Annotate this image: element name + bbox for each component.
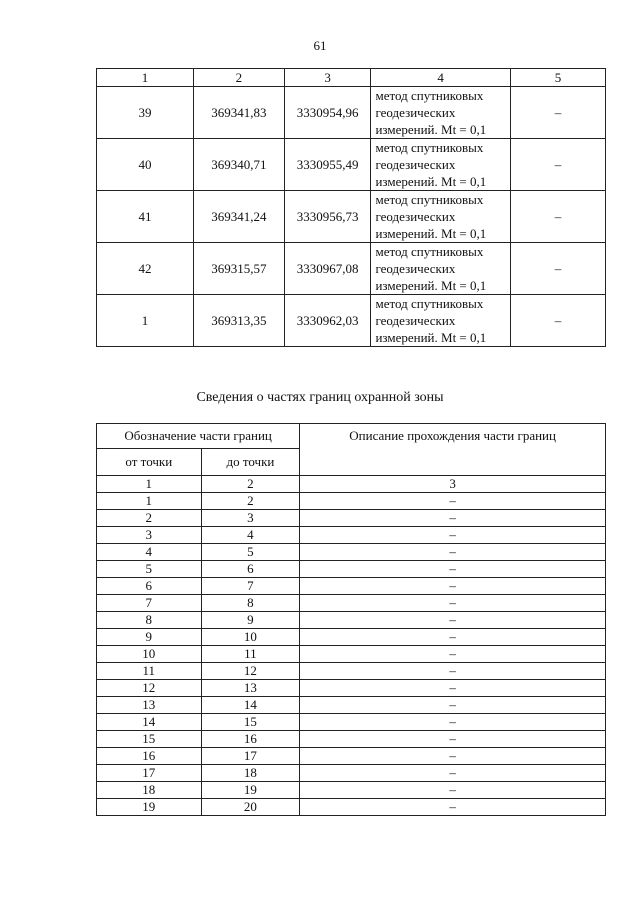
coordinates-row bbox=[97, 295, 606, 347]
point-number-cell: 41 bbox=[97, 191, 194, 243]
from-point-cell: 6 bbox=[97, 578, 202, 595]
description-cell: – bbox=[300, 680, 606, 697]
from-point-cell: 7 bbox=[97, 595, 202, 612]
to-point-cell: 5 bbox=[201, 544, 300, 561]
to-point-cell: 4 bbox=[201, 527, 300, 544]
description-cell: – bbox=[300, 612, 606, 629]
column-number-1: 1 bbox=[97, 69, 194, 87]
y-coordinate-cell: 3330955,49 bbox=[284, 139, 371, 191]
boundary-part-row bbox=[97, 544, 606, 561]
designation-header: Обозначение части границ bbox=[97, 424, 300, 449]
parts-header-row bbox=[97, 424, 606, 449]
method-line: измерений. Mt = 0,1 bbox=[375, 330, 487, 345]
description-cell: – bbox=[300, 697, 606, 714]
to-point-cell: 18 bbox=[201, 765, 300, 782]
description-cell: – bbox=[300, 748, 606, 765]
description-cell: – bbox=[300, 493, 606, 510]
to-point-cell: 6 bbox=[201, 561, 300, 578]
boundary-part-row bbox=[97, 782, 606, 799]
method-line: измерений. Mt = 0,1 bbox=[375, 226, 487, 241]
boundary-part-row bbox=[97, 731, 606, 748]
to-point-cell: 19 bbox=[201, 782, 300, 799]
to-point-cell: 17 bbox=[201, 748, 300, 765]
col5-cell: – bbox=[510, 243, 605, 295]
coordinates-header-row bbox=[97, 69, 606, 87]
coordinates-body bbox=[97, 87, 606, 347]
method-line: геодезических bbox=[375, 209, 456, 224]
boundary-part-row bbox=[97, 646, 606, 663]
to-point-cell: 13 bbox=[201, 680, 300, 697]
from-point-cell: 17 bbox=[97, 765, 202, 782]
method-line: метод спутниковых bbox=[375, 296, 484, 311]
to-point-cell: 20 bbox=[201, 799, 300, 816]
column-number-2: 2 bbox=[194, 69, 285, 87]
section-title: Сведения о частях границ охранной зоны bbox=[196, 390, 444, 405]
description-cell: – bbox=[300, 629, 606, 646]
to-point-cell: 10 bbox=[201, 629, 300, 646]
from-point-cell: 8 bbox=[97, 612, 202, 629]
col5-cell: – bbox=[510, 87, 605, 139]
col5-cell: – bbox=[510, 295, 605, 347]
boundary-part-row bbox=[97, 714, 606, 731]
parts-numbering-row bbox=[97, 476, 606, 493]
boundary-part-row bbox=[97, 527, 606, 544]
description-cell: – bbox=[300, 527, 606, 544]
method-cell bbox=[371, 243, 510, 295]
method-line: метод спутниковых bbox=[375, 140, 484, 155]
from-point-cell: 12 bbox=[97, 680, 202, 697]
method-line: геодезических bbox=[375, 105, 456, 120]
description-cell: – bbox=[300, 510, 606, 527]
to-point-cell: 14 bbox=[201, 697, 300, 714]
point-number-cell: 1 bbox=[97, 295, 194, 347]
description-cell: – bbox=[300, 714, 606, 731]
column-number-4: 4 bbox=[371, 69, 510, 87]
point-number-cell: 40 bbox=[97, 139, 194, 191]
description-cell: – bbox=[300, 544, 606, 561]
from-point-cell: 1 bbox=[97, 493, 202, 510]
coordinates-row bbox=[97, 243, 606, 295]
parts-body bbox=[97, 493, 606, 816]
method-cell bbox=[371, 139, 510, 191]
boundary-parts-table bbox=[96, 423, 606, 816]
column-number-5: 5 bbox=[510, 69, 605, 87]
from-point-header: от точки bbox=[97, 449, 202, 476]
coordinates-row bbox=[97, 191, 606, 243]
boundary-part-row bbox=[97, 697, 606, 714]
description-cell: – bbox=[300, 646, 606, 663]
boundary-part-row bbox=[97, 595, 606, 612]
description-cell: – bbox=[300, 578, 606, 595]
numbering-cell-3: 3 bbox=[300, 476, 606, 493]
boundary-part-row bbox=[97, 561, 606, 578]
description-cell: – bbox=[300, 799, 606, 816]
boundary-part-row bbox=[97, 578, 606, 595]
to-point-cell: 3 bbox=[201, 510, 300, 527]
boundary-part-row bbox=[97, 748, 606, 765]
boundary-part-row bbox=[97, 493, 606, 510]
method-cell bbox=[371, 295, 510, 347]
y-coordinate-cell: 3330954,96 bbox=[284, 87, 371, 139]
from-point-cell: 18 bbox=[97, 782, 202, 799]
method-line: измерений. Mt = 0,1 bbox=[375, 122, 487, 137]
method-line: метод спутниковых bbox=[375, 244, 484, 259]
description-cell: – bbox=[300, 782, 606, 799]
y-coordinate-cell: 3330956,73 bbox=[284, 191, 371, 243]
to-point-header: до точки bbox=[201, 449, 300, 476]
description-cell: – bbox=[300, 765, 606, 782]
to-point-cell: 9 bbox=[201, 612, 300, 629]
description-cell: – bbox=[300, 561, 606, 578]
col5-cell: – bbox=[510, 139, 605, 191]
method-line: геодезических bbox=[375, 313, 456, 328]
description-cell: – bbox=[300, 731, 606, 748]
point-number-cell: 42 bbox=[97, 243, 194, 295]
method-line: геодезических bbox=[375, 261, 456, 276]
from-point-cell: 13 bbox=[97, 697, 202, 714]
from-point-cell: 5 bbox=[97, 561, 202, 578]
to-point-cell: 16 bbox=[201, 731, 300, 748]
description-cell: – bbox=[300, 663, 606, 680]
from-point-cell: 11 bbox=[97, 663, 202, 680]
to-point-cell: 7 bbox=[201, 578, 300, 595]
y-coordinate-cell: 3330962,03 bbox=[284, 295, 371, 347]
col5-cell: – bbox=[510, 191, 605, 243]
boundary-part-row bbox=[97, 765, 606, 782]
description-cell: – bbox=[300, 595, 606, 612]
from-point-cell: 10 bbox=[97, 646, 202, 663]
from-point-cell: 19 bbox=[97, 799, 202, 816]
x-coordinate-cell: 369315,57 bbox=[194, 243, 285, 295]
coordinates-row bbox=[97, 87, 606, 139]
method-line: метод спутниковых bbox=[375, 192, 484, 207]
x-coordinate-cell: 369313,35 bbox=[194, 295, 285, 347]
column-number-3: 3 bbox=[284, 69, 371, 87]
from-point-cell: 14 bbox=[97, 714, 202, 731]
boundary-part-row bbox=[97, 680, 606, 697]
boundary-part-row bbox=[97, 612, 606, 629]
to-point-cell: 2 bbox=[201, 493, 300, 510]
to-point-cell: 15 bbox=[201, 714, 300, 731]
page-number: 61 bbox=[313, 38, 327, 53]
boundary-part-row bbox=[97, 510, 606, 527]
from-point-cell: 3 bbox=[97, 527, 202, 544]
from-point-cell: 2 bbox=[97, 510, 202, 527]
y-coordinate-cell: 3330967,08 bbox=[284, 243, 371, 295]
from-point-cell: 15 bbox=[97, 731, 202, 748]
coordinates-row bbox=[97, 139, 606, 191]
from-point-cell: 16 bbox=[97, 748, 202, 765]
method-line: геодезических bbox=[375, 157, 456, 172]
description-header: Описание прохождения части границ bbox=[300, 424, 606, 476]
boundary-part-row bbox=[97, 629, 606, 646]
to-point-cell: 12 bbox=[201, 663, 300, 680]
to-point-cell: 8 bbox=[201, 595, 300, 612]
method-line: метод спутниковых bbox=[375, 88, 484, 103]
boundary-part-row bbox=[97, 663, 606, 680]
x-coordinate-cell: 369340,71 bbox=[194, 139, 285, 191]
method-line: измерений. Mt = 0,1 bbox=[375, 278, 487, 293]
x-coordinate-cell: 369341,83 bbox=[194, 87, 285, 139]
numbering-cell-2: 2 bbox=[201, 476, 300, 493]
method-cell bbox=[371, 87, 510, 139]
from-point-cell: 9 bbox=[97, 629, 202, 646]
x-coordinate-cell: 369341,24 bbox=[194, 191, 285, 243]
method-cell bbox=[371, 191, 510, 243]
method-line: измерений. Mt = 0,1 bbox=[375, 174, 487, 189]
to-point-cell: 11 bbox=[201, 646, 300, 663]
boundary-part-row bbox=[97, 799, 606, 816]
coordinates-table bbox=[96, 68, 606, 347]
point-number-cell: 39 bbox=[97, 87, 194, 139]
numbering-cell-1: 1 bbox=[97, 476, 202, 493]
from-point-cell: 4 bbox=[97, 544, 202, 561]
